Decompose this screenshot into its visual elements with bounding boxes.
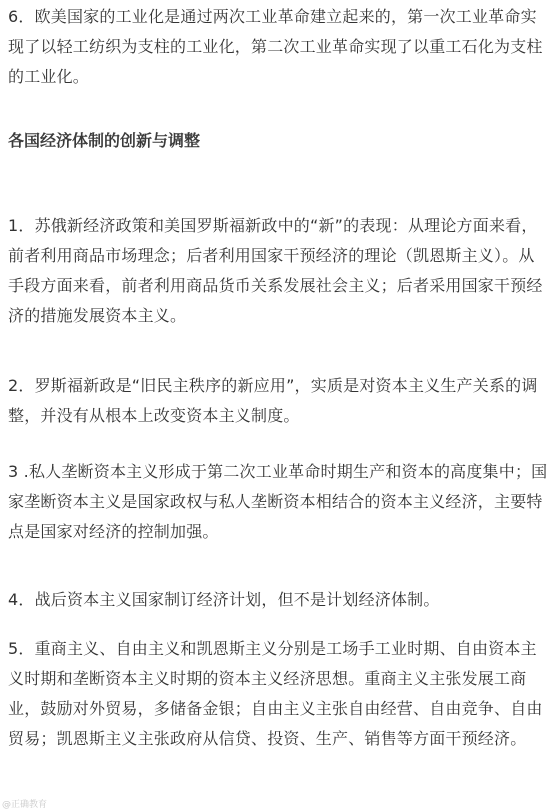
watermark: @正确教育 bbox=[2, 800, 48, 810]
paragraph-4: 4．战后资本主义国家制订经济计划，但不是计划经济体制。 bbox=[8, 590, 440, 609]
paragraph-6: 6．欧美国家的工业化是通过两次工业革命建立起来的，第一次工业革命实现了以轻工纺织为支柱的工业化，第二次工业革命实现了以重工石化为支柱的工业化。 bbox=[8, 7, 543, 86]
paragraph-5: 5．重商主义、自由主义和凯恩斯主义分别是工场手工业时期、自由资本主义时期和垄断资本主义时期的资本主义经济思想。重商主义主张发展工商业，鼓励对外贸易，多储备金银；自由主义主张自由经营、自由竞争、自由贸易；凯恩斯主义主张政府从信贷、投资、生产、销售等方面干预经济。 bbox=[8, 639, 543, 748]
paragraph-3: 3 .私人垄断资本主义形成于第二次工业革命时期生产和资本的高度集中；国家垄断资本主义是国家政权与私人垄断资本相结合的资本主义经济，主要特点是国家对经济的控制加强。 bbox=[8, 462, 548, 541]
paragraph-2: 2．罗斯福新政是“旧民主秩序的新应用”，实质是对资本主义生产关系的调整，并没有从根本上改变资本主义制度。 bbox=[8, 376, 538, 425]
paragraph-1: 1．苏俄新经济政策和美国罗斯福新政中的“新”的表现：从理论方面来看，前者利用商品市场理念；后者利用国家干预经济的理论（凯恩斯主义）。从手段方面来看，前者利用商品货币关系发展社会主义；后者采用国家干预经济的措施发展资本主义。 bbox=[8, 216, 543, 325]
section-heading: 各国经济体制的创新与调整 bbox=[8, 131, 201, 150]
